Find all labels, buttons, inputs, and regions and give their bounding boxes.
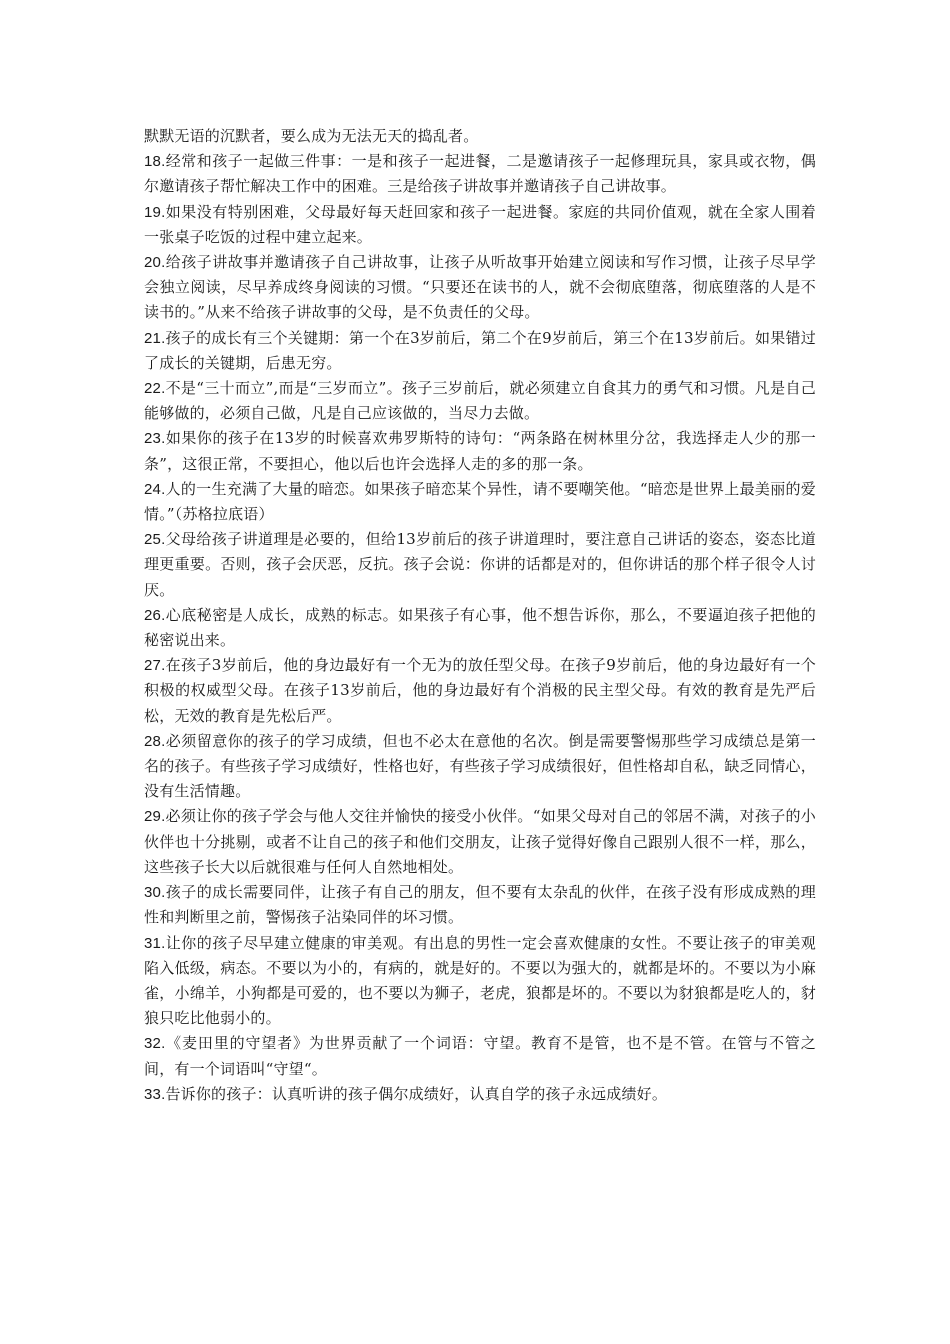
item-number: 25. <box>144 531 166 549</box>
item-number: 24. <box>144 480 166 498</box>
paragraph-item-32 <box>144 1031 816 1081</box>
paragraph-item-33 <box>144 1082 816 1107</box>
paragraph-item-25 <box>144 527 816 603</box>
paragraph-item-24 <box>144 477 816 527</box>
item-text: 心底秘密是人成长，成熟的标志。如果孩子有心事，他不想告诉你，那么，不要逼迫孩子把他的秘密说出来。 <box>144 605 816 650</box>
item-number: 21. <box>144 329 166 347</box>
item-number: 18. <box>144 153 166 171</box>
item-text: 经常和孩子一起做三件事：一是和孩子一起进餐，二是邀请孩子一起修理玩具，家具或衣物，偶尔邀请孩子帮忙解决工作中的困难。三是给孩子讲故事并邀请孩子自己讲故事。 <box>144 152 816 196</box>
paragraph-item-18 <box>144 149 816 199</box>
item-number: 31. <box>144 934 166 952</box>
paragraph-item-27 <box>144 653 816 729</box>
item-text: 孩子的成长有三个关键期：第一个在3岁前后，第二个在9岁前后，第三个在13岁前后。如果错过了成长的关键期，后患无穷。 <box>144 328 816 372</box>
item-number: 26. <box>144 606 166 624</box>
item-text: 告诉你的孩子：认真听讲的孩子偶尔成绩好，认真自学的孩子永远成绩好。 <box>165 1084 668 1103</box>
paragraph-item-28 <box>144 729 816 805</box>
item-text: 如果没有特别困难，父母最好每天赶回家和孩子一起进餐。家庭的共同价值观，就在全家人围着一张桌子吃饭的过程中建立起来。 <box>144 202 816 246</box>
paragraph-item-31 <box>144 931 816 1032</box>
item-number: 19. <box>144 203 166 221</box>
item-text: 不是“三十而立”,而是“三岁而立”。孩子三岁前后，就必须建立自食其力的勇气和习惯。凡是自己能够做的，必须自己做，凡是自己应该做的，当尽力去做。 <box>144 379 816 423</box>
item-text: 必须让你的孩子学会与他人交往并愉快的接受小伙伴。“如果父母对自己的邻居不满，对孩子的小伙伴也十分挑剔，或者不让自己的孩子和他们交朋友，让孩子觉得好像自己跟别人很不一样，那么，这些孩子长大以后就很难与任何人自然地相处。 <box>144 807 816 876</box>
item-number: 30. <box>144 884 166 902</box>
item-text: 《麦田里的守望者》为世界贡献了一个词语：守望。教育不是管，也不是不管。在管与不管之间，有一个词语叫“守望“。 <box>144 1034 816 1078</box>
item-number: 32. <box>144 1035 166 1053</box>
paragraph-item-23 <box>144 426 816 476</box>
item-text: 让你的孩子尽早建立健康的审美观。有出息的男性一定会喜欢健康的女性。不要让孩子的审美观陷入低级，病态。不要以为小的，有病的，就是好的。不要以为强大的，就都是坏的。不要以为小麻雀，小绵羊，小狗都是可爱的，也不要以为狮子，老虎，狼都是坏的。不要以为豺狼都是吃人的，豺狼只吃比他弱小的。 <box>144 933 816 1028</box>
item-text: 给孩子讲故事并邀请孩子自己讲故事，让孩子从听故事开始建立阅读和写作习惯，让孩子尽早学会独立阅读，尽早养成终身阅读的习惯。“只要还在读书的人，就不会彻底堕落，彻底堕落的人是不读书的。”从来不给孩子讲故事的父母，是不负责任的父母。 <box>144 253 816 322</box>
item-text: 必须留意你的孩子的学习成绩，但也不必太在意他的名次。倒是需要警惕那些学习成绩总是第一名的孩子。有些孩子学习成绩好，性格也好，有些孩子学习成绩很好，但性格却自私，缺乏同情心，没有生活情趣。 <box>144 731 816 801</box>
item-number: 22. <box>144 380 166 398</box>
item-number: 23. <box>144 430 166 448</box>
item-text: 在孩子3岁前后，他的身边最好有一个无为的放任型父母。在孩子9岁前后，他的身边最好有一个积极的权威型父母。在孩子13岁前后，他的身边最好有个消极的民主型父母。有效的教育是先严后松，无效的教育是先松后严。 <box>144 656 816 725</box>
item-text: 父母给孩子讲道理是必要的，但给13岁前后的孩子讲道理时，要注意自己讲话的姿态，姿态比道理更重要。否则，孩子会厌恶，反抗。孩子会说：你讲的话都是对的，但你讲话的那个样子很令人讨厌。 <box>144 530 816 599</box>
document-body <box>144 124 816 1107</box>
paragraph-item-22 <box>144 376 816 426</box>
item-number: 33. <box>144 1085 166 1103</box>
paragraph-item-20 <box>144 250 816 326</box>
item-text: 孩子的成长需要同伴，让孩子有自己的朋友，但不要有太杂乱的伙伴，在孩子没有形成成熟的理性和判断里之前，警惕孩子沾染同伴的坏习惯。 <box>144 883 816 927</box>
item-text: 默默无语的沉默者，要么成为无法无天的捣乱者。 <box>144 127 479 145</box>
paragraph-item-30 <box>144 880 816 930</box>
paragraph-item-29 <box>144 804 816 880</box>
item-number: 28. <box>144 732 166 750</box>
item-text: 如果你的孩子在13岁的时候喜欢弗罗斯特的诗句：“两条路在树林里分岔，我选择走人少的那一条”，这很正常，不要担心，他以后也许会选择人走的多的那一条。 <box>144 429 816 473</box>
paragraph-item-26 <box>144 603 816 653</box>
item-text: 人的一生充满了大量的暗恋。如果孩子暗恋某个异性，请不要嘲笑他。“暗恋是世界上最美丽的爱情。”（苏格拉底语） <box>144 479 816 524</box>
paragraph-item-19 <box>144 200 816 250</box>
item-number: 20. <box>144 254 166 272</box>
item-number: 27. <box>144 657 166 675</box>
paragraph-continuation <box>144 124 816 149</box>
paragraph-item-21 <box>144 326 816 376</box>
item-number: 29. <box>144 808 166 826</box>
